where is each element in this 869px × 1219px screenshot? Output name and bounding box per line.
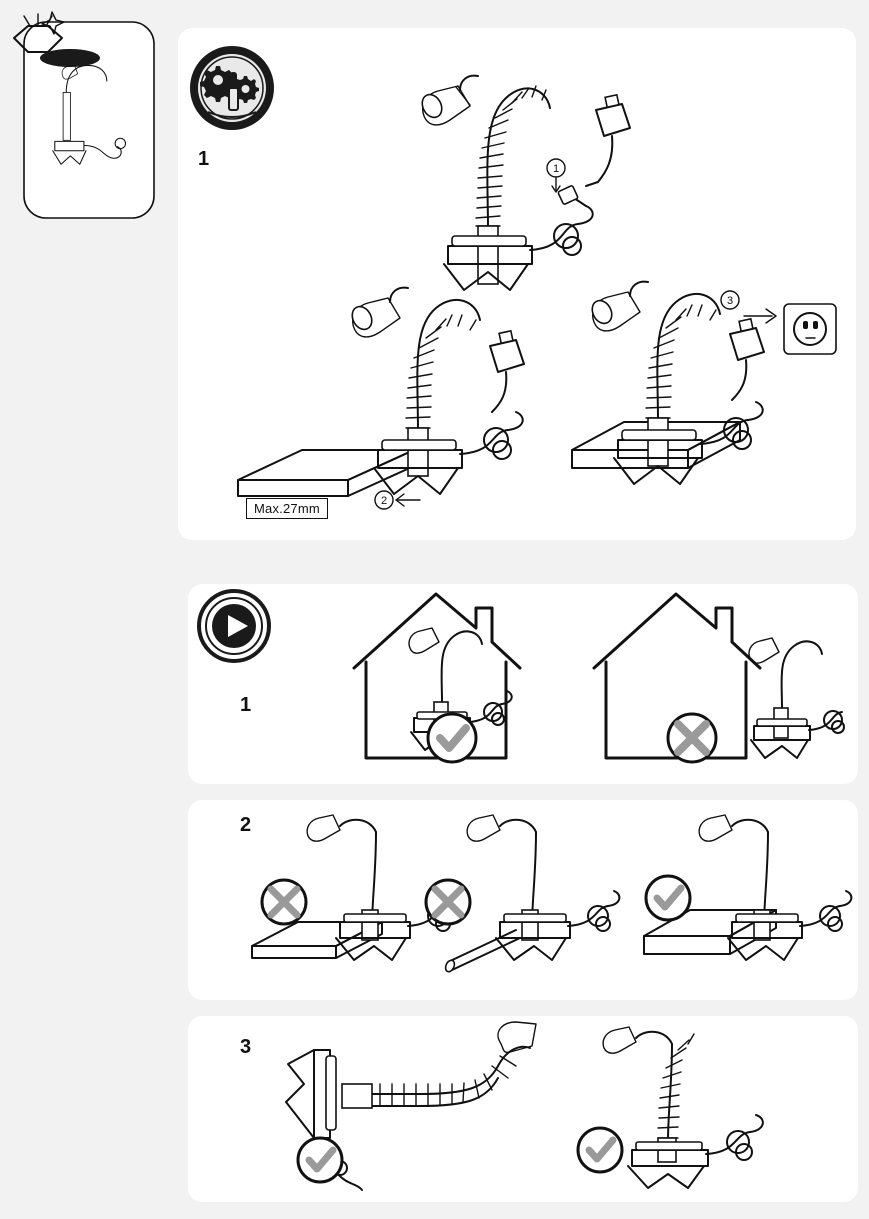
orientation-step-label: 3 — [240, 1036, 252, 1058]
max-thickness-label: Max.27mm — [246, 498, 328, 519]
mount-vertical — [578, 1027, 763, 1188]
marker-3-text: 3 — [726, 295, 734, 307]
house-outdoor — [594, 594, 844, 762]
tools-gears-screwdriver-icon — [186, 42, 278, 134]
placement-step-label: 1 — [240, 694, 252, 716]
placement-diagrams — [330, 586, 850, 772]
marker-2-text: 2 — [380, 495, 388, 507]
assembly-diagram-clamp — [228, 282, 548, 512]
clamp-round-pole — [426, 815, 619, 973]
assembly-diagram-connect — [400, 50, 650, 290]
marker-1-text: 1 — [552, 163, 560, 175]
orientation-diagrams — [280, 1022, 850, 1198]
clamp-thin-panel — [252, 815, 459, 960]
clamping-diagrams — [236, 806, 856, 996]
clamping-step-label: 2 — [240, 814, 252, 836]
house-indoor — [354, 594, 520, 762]
product-unboxing-thumbnail — [8, 8, 168, 228]
play-button-icon — [196, 588, 272, 664]
assembly-diagram-socket — [540, 282, 840, 502]
mount-horizontal — [286, 1022, 536, 1190]
clamp-flat-board — [644, 815, 851, 960]
assembly-step-label: 1 — [198, 148, 210, 170]
